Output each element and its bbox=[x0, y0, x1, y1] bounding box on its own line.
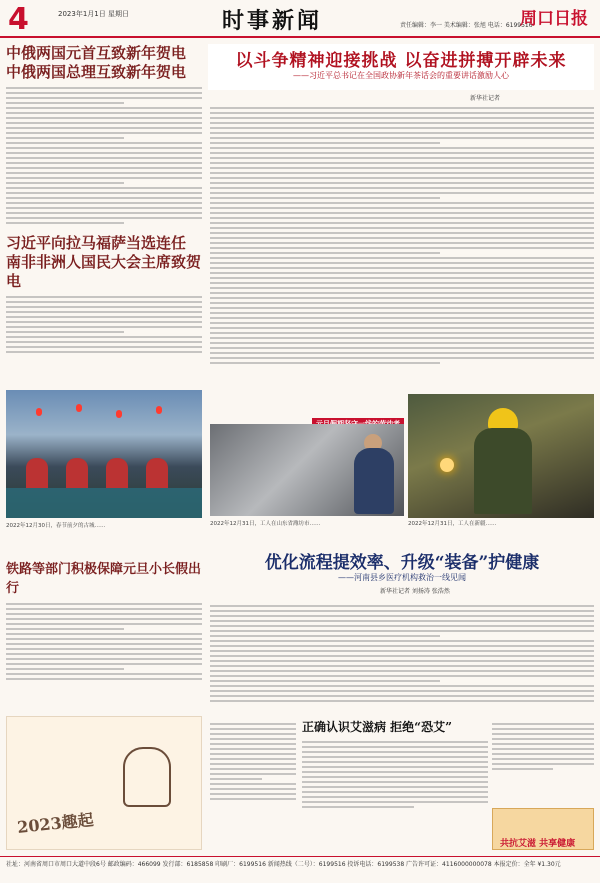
banner-title: 以斗争精神迎接挑战 以奋进拼搏开辟未来 bbox=[235, 51, 567, 71]
ad-text: 共抗艾滋 共享健康 bbox=[500, 839, 576, 849]
headline-3: 习近平向拉马福萨当选连任 bbox=[6, 234, 187, 252]
headline-2: 中俄两国总理互致新年贺电 bbox=[6, 63, 187, 81]
welder-photo-caption: 2022年12月31日，工人在新疆…… bbox=[408, 521, 497, 527]
aids-article-text bbox=[302, 736, 488, 811]
banner-article-text bbox=[210, 102, 594, 367]
masthead bbox=[0, 0, 600, 38]
banner-subtitle: ——习近平总书记在全国政协新年茶话会的重要讲话激励人心 bbox=[293, 71, 509, 80]
bottom-left-text bbox=[210, 718, 296, 803]
issue-date: 2023年1月1日 星期日 bbox=[58, 10, 129, 18]
left-column bbox=[6, 44, 202, 356]
headline-5: 铁路等部门积极保障元旦小长假出行 bbox=[6, 562, 202, 596]
top-banner bbox=[208, 44, 594, 90]
page-number: 4 bbox=[8, 2, 29, 37]
welder-photo bbox=[408, 394, 594, 518]
headline-1: 中俄两国元首互致新年贺电 bbox=[6, 44, 187, 62]
factory-photo-caption: 2022年12月31日，工人在山东省潍坊市…… bbox=[210, 521, 321, 527]
editor-info: 责任编辑：李一 美术编辑：张旭 电话：6199516 bbox=[400, 22, 533, 29]
newspaper-logo: 周口日报 bbox=[520, 9, 588, 29]
new-year-cartoon bbox=[6, 716, 202, 850]
headline-4: 南非非洲人国民大会主席致贺电 bbox=[6, 253, 202, 290]
medical-subheadline: ——河南县乡医疗机构救治一线见闻 bbox=[338, 573, 466, 582]
footer-text: 社址：河南省周口市周口大道中段6号 邮政编码：466099 发行部：6185858 印刷厂：6199516 新闻热线（二号）：6199516 投诉电话：6199538 广告许可证：4116000000078 本报定价：全年 ¥1.30元 bbox=[6, 861, 561, 868]
factory-worker-photo bbox=[210, 424, 404, 516]
banner-byline: 新华社记者 bbox=[470, 95, 501, 102]
railway-article bbox=[6, 560, 202, 683]
ancient-town-photo bbox=[6, 390, 202, 518]
aids-headline: 正确认识艾滋病 拒绝“恐艾” bbox=[302, 720, 452, 734]
medical-headline: 优化流程提效率、升级“装备”护健康 bbox=[264, 553, 540, 573]
article-text-1 bbox=[6, 87, 202, 224]
medical-article-text bbox=[210, 600, 594, 705]
ancient-town-photo-caption: 2022年12月30日，春节前夕的古城…… bbox=[6, 523, 106, 529]
cartoon-text: 2023趣起 bbox=[16, 810, 95, 837]
footer bbox=[0, 856, 600, 883]
article-text-2 bbox=[6, 296, 202, 353]
right-bottom-text bbox=[492, 718, 594, 773]
medical-byline: 新华社记者 刘扬涛 张浩然 bbox=[380, 588, 450, 595]
section-title: 时事新闻 bbox=[222, 8, 323, 34]
